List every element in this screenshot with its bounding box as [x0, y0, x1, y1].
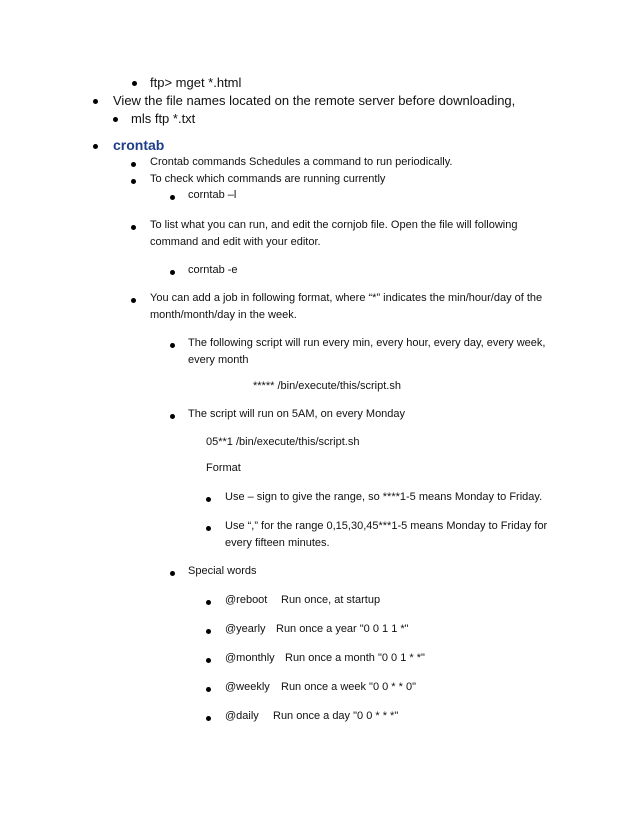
bullet [206, 716, 211, 721]
code-line: 05**1 /bin/execute/this/script.sh [206, 436, 360, 448]
bullet [206, 526, 211, 531]
text-line: corntab –l [188, 189, 237, 201]
text-line: every fifteen minutes. [225, 537, 330, 549]
text-line: corntab -e [188, 264, 238, 276]
special-word-key: @yearly [225, 623, 266, 635]
special-word-key: @weekly [225, 681, 270, 693]
text-line: Special words [188, 565, 257, 577]
code-line: ***** /bin/execute/this/script.sh [253, 380, 401, 392]
text-line: command and edit with your editor. [150, 236, 321, 248]
bullet [170, 343, 175, 348]
bullet [132, 81, 137, 86]
special-word-key: @daily [225, 710, 259, 722]
text-line: View the file names located on the remote server before downloading, [113, 93, 516, 108]
text-line: The following script will run every min, every hour, every day, every week, [188, 337, 546, 349]
text-line: The script will run on 5AM, on every Monday [188, 408, 406, 420]
bullet [206, 497, 211, 502]
special-word-desc: Run once, at startup [281, 594, 381, 606]
bullet [206, 658, 211, 663]
bullet [131, 179, 136, 184]
text-line: To list what you can run, and edit the cornjob file. Open the file will following [150, 219, 518, 231]
text-line: To check which commands are running currently [150, 173, 386, 185]
text-line: Use – sign to give the range, so ****1-5 means Monday to Friday. [225, 491, 543, 503]
bullet [170, 195, 175, 200]
special-word-desc: Run once a week "0 0 * * 0" [281, 681, 417, 693]
text-line: ftp> mget *.html [150, 75, 242, 90]
bullet [131, 162, 136, 167]
text-line: every month [188, 354, 249, 366]
text-line: Use “,” for the range 0,15,30,45***1-5 means Monday to Friday for [225, 520, 548, 532]
special-word-desc: Run once a year "0 0 1 1 *" [276, 623, 409, 635]
bullet [170, 571, 175, 576]
bullet [170, 270, 175, 275]
text-line: You can add a job in following format, where “*” indicates the min/hour/day of the [150, 292, 543, 304]
bullet [206, 629, 211, 634]
text-line: month/month/day in the week. [150, 309, 297, 321]
special-word-key: @monthly [225, 652, 275, 664]
special-word-key: @reboot [225, 594, 268, 606]
bullet [93, 144, 98, 149]
text-line: mls ftp *.txt [131, 111, 196, 126]
bullet [113, 117, 118, 122]
bullet [93, 99, 98, 104]
bullet [170, 414, 175, 419]
special-word-desc: Run once a month "0 0 1 * *" [285, 652, 425, 664]
text-line: Format [206, 462, 241, 474]
special-word-desc: Run once a day "0 0 * * *" [273, 710, 399, 722]
bullet [131, 298, 136, 303]
text-line: Crontab commands Schedules a command to run periodically. [150, 156, 453, 168]
bullet [206, 600, 211, 605]
section-heading: crontab [113, 137, 165, 153]
bullet [131, 225, 136, 230]
bullet [206, 687, 211, 692]
